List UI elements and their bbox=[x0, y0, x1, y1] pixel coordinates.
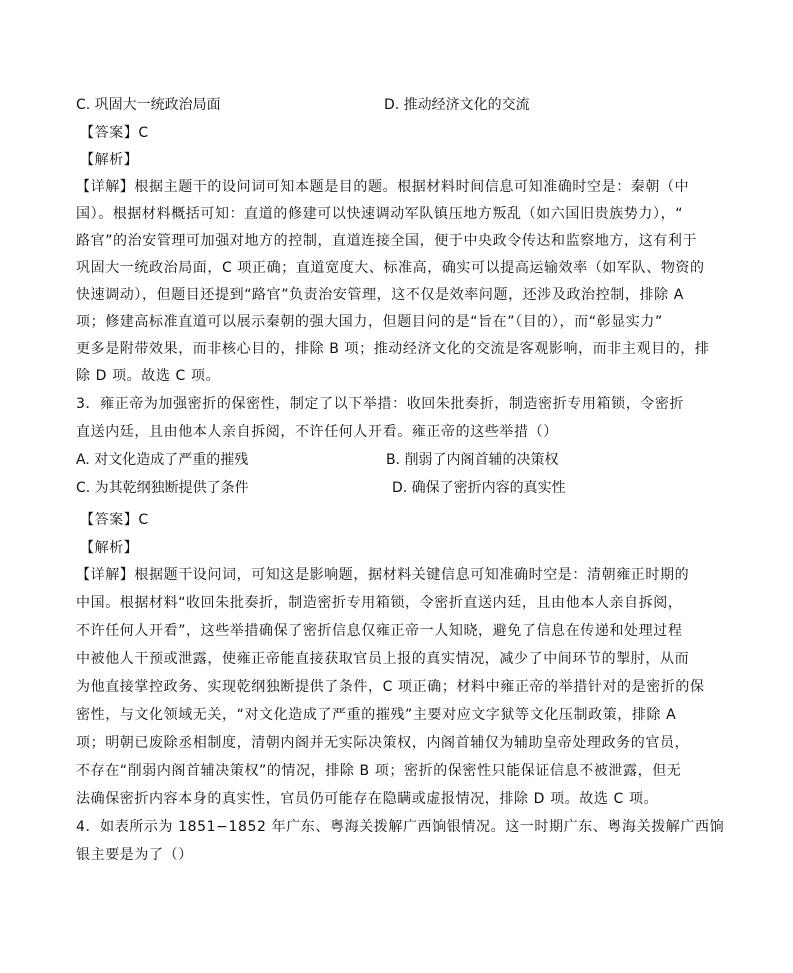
q3-option-a: A. 对文化造成了严重的摧残 bbox=[76, 452, 249, 468]
q3-analysis-line: 中被他人干预或泄露，使雍正帝能直接获取官员上报的真实情况，减少了中间环节的掣肘，从而 bbox=[76, 651, 690, 667]
q2-analysis-line: 更多是附带效果，而非核心目的，排除 B 项；推动经济文化的交流是客观影响，而非主观目的，排 bbox=[76, 341, 710, 357]
q2-analysis-title: 【解析】 bbox=[80, 152, 139, 168]
q3-analysis-line: 密性，与文化领域无关，“对文化造成了严重的摧残”主要对应文字狱等文化压制政策，排除 A bbox=[76, 707, 677, 723]
q3-answer: 【答案】C bbox=[80, 512, 149, 528]
q3-option-b: B. 削弱了内阁首辅的决策权 bbox=[386, 452, 559, 468]
q3-analysis-line: 项；明朝已废除丞相制度，清朝内阁并无实际决策权，内阁首辅仅为辅助皇帝处理政务的官员， bbox=[76, 735, 690, 751]
q3-stem-line: 直送内廷，且由他本人亲自拆阅，不许任何人开看。雍正帝的这些举措（） bbox=[76, 424, 558, 440]
q2-analysis-line: 快速调动），但题目还提到“路官”负责治安管理，这不仅是效率问题，还涉及政治控制，排除 A bbox=[76, 287, 684, 303]
q4-stem-line: 银主要是为了（） bbox=[76, 847, 193, 863]
q4-stem-line: 4．如表所示为 1851−1852 年广东、粤海关拨解广西饷银情况。这一时期广东、粤海关拨解广西饷 bbox=[76, 819, 725, 835]
q3-analysis-title: 【解析】 bbox=[80, 540, 139, 556]
q3-stem-line: 3．雍正帝为加强密折的保密性，制定了以下举措：收回朱批奏折，制造密折专用箱锁，令密折 bbox=[76, 396, 685, 412]
q2-analysis-line: 【详解】根据主题干的设问词可知本题是目的题。根据材料时间信息可知准确时空是：秦朝（中 bbox=[76, 179, 690, 195]
q2-answer: 【答案】C bbox=[80, 125, 149, 141]
q3-analysis-line: 中国。根据材料“收回朱批奏折，制造密折专用箱锁，令密折直送内廷，且由他本人亲自拆阅， bbox=[76, 595, 683, 611]
q3-analysis-line: 不许任何人开看”，这些举措确保了密折信息仅雍正帝一人知晓，避免了信息在传递和处理过程 bbox=[76, 623, 683, 639]
q2-analysis-line: 项；修建高标准直道可以展示秦朝的强大国力，但题目问的是“旨在”（目的），而“彰显实力” bbox=[76, 314, 663, 330]
q2-option-c: C. 巩固大一统政治局面 bbox=[76, 97, 221, 113]
q3-option-d: D. 确保了密折内容的真实性 bbox=[392, 480, 566, 496]
q3-analysis-line: 【详解】根据题干设问词，可知这是影响题，据材料关键信息可知准确时空是：清朝雍正时期的 bbox=[76, 567, 690, 583]
q3-analysis-line: 为他直接掌控政务、实现乾纲独断提供了条件，C 项正确；材料中雍正帝的举措针对的是密折的保 bbox=[76, 679, 705, 695]
q2-analysis-line: 国）。根据材料概括可知：直道的修建可以快速调动军队镇压地方叛乱（如六国旧贵族势力），“ bbox=[76, 206, 684, 222]
q2-option-d: D. 推动经济文化的交流 bbox=[384, 97, 530, 113]
q3-analysis-line: 不存在“削弱内阁首辅决策权”的情况，排除 B 项；密折的保密性只能保证信息不被泄露，但无 bbox=[76, 763, 682, 779]
q2-analysis-line: 除 D 项。故选 C 项。 bbox=[76, 368, 221, 384]
q2-analysis-line: 巩固大一统政治局面，C 项正确；直道宽度大、标准高，确实可以提高运输效率（如军队、物资的 bbox=[76, 260, 705, 276]
q2-analysis-line: 路官”的治安管理可加强对地方的控制，直道连接全国，便于中央政令传达和监察地方，这有利于 bbox=[76, 233, 698, 249]
q3-option-c: C. 为其乾纲独断提供了条件 bbox=[76, 480, 249, 496]
q3-analysis-line: 法确保密折内容本身的真实性，官员仍可能存在隐瞒或虚报情况，排除 D 项。故选 C 项。 bbox=[76, 791, 659, 807]
